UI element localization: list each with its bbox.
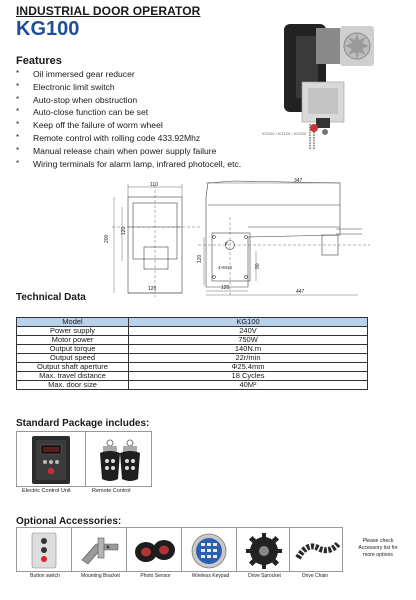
model-name: KG100 [16, 18, 80, 40]
accessory-caption: Button switch [30, 573, 60, 579]
dim-label: 200 [104, 234, 110, 243]
dim-label: 90 [255, 263, 261, 269]
features-heading: Features [16, 55, 62, 67]
dim-label: 4×M10 [218, 265, 232, 270]
package-heading: Standard Package includes: [16, 418, 150, 429]
table-row: Power supply 240V [17, 327, 368, 336]
accessories-images [16, 527, 343, 572]
dim-label: 347 [294, 178, 303, 184]
dim-label: 8 [225, 241, 228, 246]
dim-label: 110 [150, 182, 158, 188]
dim-label: 120 [148, 286, 157, 292]
package-images [16, 431, 152, 487]
feature-item: * Manual release chain when power supply failure [16, 145, 217, 156]
feature-item: * Keep off the failure of worm wheel [16, 120, 163, 131]
table-row: Output torque 140N.m [17, 345, 368, 354]
accessory-caption: Drive Chain [301, 573, 329, 579]
bullet-icon: * [16, 158, 20, 168]
dim-label: 120 [197, 254, 203, 263]
drive-sprocket-icon [244, 531, 284, 571]
feature-item: * Wiring terminals for alarm lamp, infrared photocell, etc. [16, 158, 242, 169]
remote-control-image [97, 437, 143, 483]
bullet-icon: * [16, 120, 20, 130]
table-row: Max. travel distance 18 Cycles [17, 372, 368, 381]
drive-chain-icon [295, 538, 341, 564]
dim-label: 120 [221, 285, 230, 291]
accessory-caption: Drive Sprocket [248, 573, 281, 579]
table-row: Motor power 750W [17, 336, 368, 345]
accessory-caption: Mounting Bracket [81, 573, 120, 579]
bullet-icon: * [16, 145, 20, 155]
table-row: Max. door size 40M² [17, 381, 368, 390]
bullet-icon: * [16, 107, 20, 117]
bullet-icon: * [16, 132, 20, 142]
feature-item: * Auto-close function can be set [16, 107, 149, 118]
photo-caption: KG100 / KG120 / KG200 [262, 131, 307, 136]
table-row: Output shaft aperture Φ25.4mm [17, 363, 368, 372]
feature-item: * Oil immersed gear reducer [16, 69, 135, 79]
table-row: Output speed 22r/min [17, 354, 368, 363]
table-header-row: Model KG100 [17, 318, 368, 327]
feature-item: * Remote control with rolling code 433.92Mhz [16, 132, 201, 143]
accessories-heading: Optional Accessories: [16, 516, 122, 527]
photo-sensor-icon [133, 536, 177, 566]
features-list [16, 68, 241, 170]
bullet-icon: * [16, 94, 20, 104]
accessory-note: Please check Accessory list for more options [358, 538, 398, 558]
feature-item: * Auto-stop when obstruction [16, 94, 138, 105]
accessory-caption: Photo Sensor [140, 573, 171, 579]
feature-item: * Electronic limit switch [16, 81, 115, 92]
control-unit-image [31, 435, 71, 485]
dimension-drawing [100, 177, 396, 297]
document-title: INDUSTRIAL DOOR OPERATOR [16, 4, 201, 18]
package-caption: Remote Control [92, 488, 131, 494]
technical-data-heading: Technical Data [16, 292, 86, 303]
bullet-icon: * [16, 81, 20, 91]
package-caption: Electric Control Unit [22, 488, 71, 494]
button-switch-icon [31, 532, 57, 569]
dim-label: 447 [296, 289, 305, 295]
wireless-keypad-icon [190, 532, 228, 570]
dim-label: 120 [121, 226, 127, 235]
bullet-icon: * [16, 69, 20, 78]
mounting-bracket-icon [80, 536, 120, 566]
technical-data-table [16, 317, 368, 390]
accessory-caption: Wireless Keypad [191, 573, 230, 579]
